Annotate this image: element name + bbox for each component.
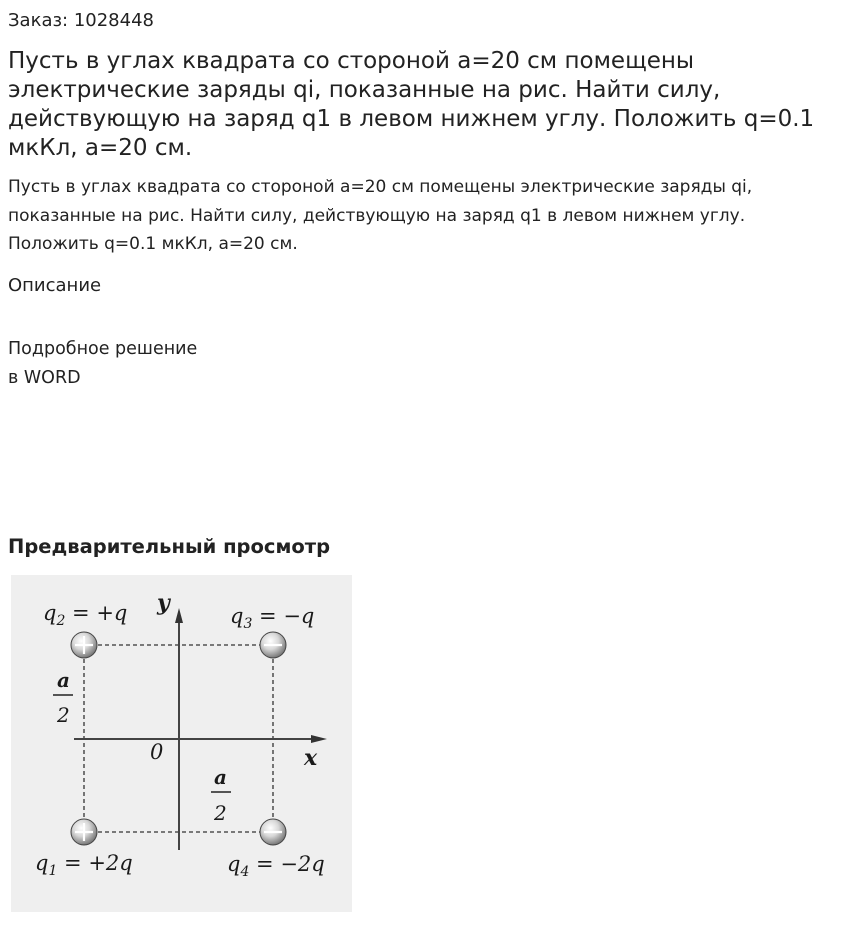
y-axis-arrow-icon (175, 608, 183, 623)
label-q3: $q_3 = -q$ (230, 604, 315, 632)
svg-text:a: a (214, 765, 227, 789)
label-q2: $q_2 = +q$ (43, 601, 128, 629)
svg-text:2: 2 (214, 801, 227, 825)
label-axis-y: y (157, 590, 170, 616)
preview-image (11, 575, 352, 912)
half-side-left-label (53, 668, 73, 727)
charge-q4-ball (260, 819, 286, 845)
solution-info (8, 335, 197, 393)
order-number: Заказ: 1028448 (8, 10, 154, 31)
solution-line-2: в WORD (8, 368, 81, 388)
x-axis-arrow-icon (311, 735, 327, 743)
task-description: Пусть в углах квадрата со стороной а=20 см помещены электрические заряды qi, показанные на рис. Найти силу, действующую на заряд q1 в левом нижнем углу. Положить q=0.1 мкКл, а=20 см. (8, 177, 753, 254)
preview-heading: Предварительный просмотр (8, 535, 331, 558)
label-q1: $q_1 = +2q$ (35, 851, 133, 879)
svg-text:2: 2 (57, 703, 70, 727)
label-q4: $q_4 = -2q$ (227, 852, 325, 880)
charge-q1-ball (71, 819, 97, 845)
coordinate-axes (74, 608, 327, 850)
charge-q3-ball (260, 632, 286, 658)
description-label: Описание (8, 275, 102, 296)
svg-text:a: a (57, 668, 70, 692)
label-origin: 0 (150, 740, 164, 764)
solution-line-1: Подробное решение (8, 339, 198, 359)
task-title: Пусть в углах квадрата со стороной а=20 см помещены электрические заряды qi, показанные на рис. Найти силу, действующую на заряд q1 в левом нижнем углу. Положить q=0.1 мкКл, а=20 см. (8, 48, 815, 161)
charge-q2-ball (71, 632, 97, 658)
half-side-bottom-label (211, 765, 231, 825)
charge-square-diagram (11, 575, 352, 912)
label-axis-x: x (304, 745, 318, 771)
